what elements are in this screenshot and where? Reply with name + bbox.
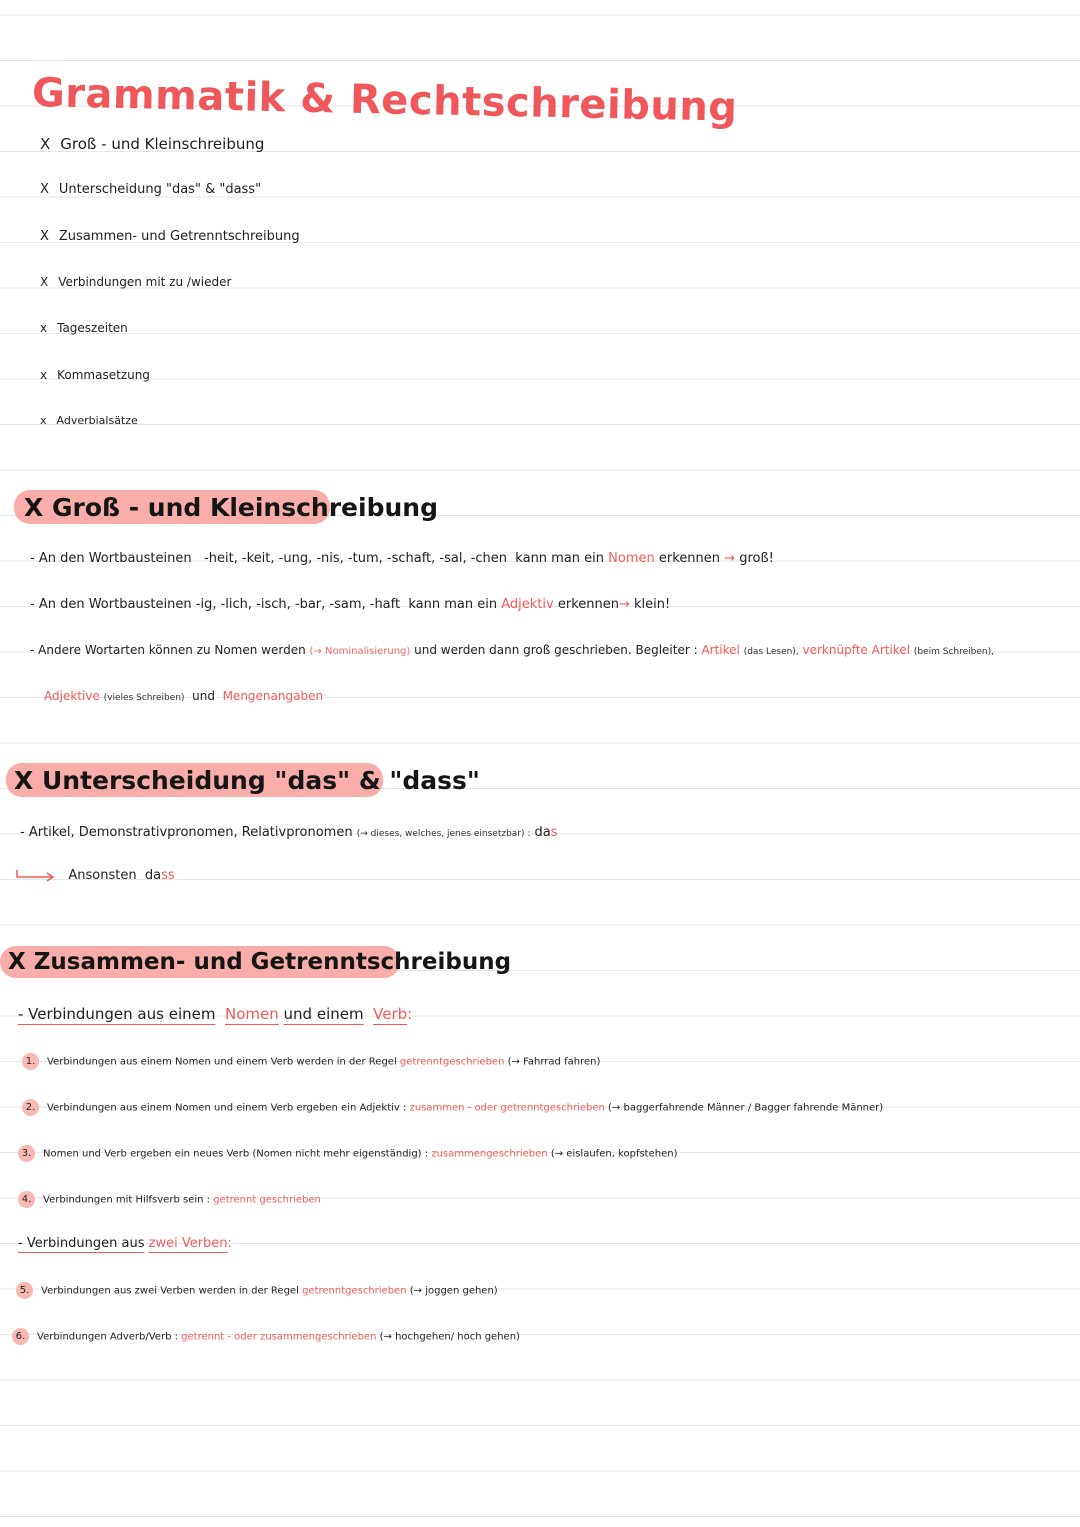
list-item: 4. Verbindungen mit Hilfsverb sein : getrennt geschrieben bbox=[18, 1191, 321, 1208]
rule-line-nominalization-cont: Adjektive (vieles Schreiben) und Mengenangaben bbox=[44, 689, 324, 703]
toc-item: x Adverbialsätze bbox=[40, 414, 138, 427]
subheading-two-verbs: - Verbindungen aus zwei Verben: bbox=[18, 1236, 232, 1251]
section-heading-das-dass: X Unterscheidung "das" & "dass" bbox=[14, 766, 480, 795]
toc-item: X Zusammen- und Getrenntschreibung bbox=[40, 229, 300, 244]
toc-item: X Groß - und Kleinschreibung bbox=[40, 135, 265, 153]
rule-line-nouns: - An den Wortbausteinen -heit, -keit, -ung, -nis, -tum, -schaft, -sal, -chen kann man ein Nomen erkennen → groß! bbox=[30, 551, 774, 566]
section-heading-compound: X Zusammen- und Getrenntschreibung bbox=[8, 949, 512, 975]
toc-item: x Tageszeiten bbox=[40, 321, 128, 335]
rule-line-nominalization: - Andere Wortarten können zu Nomen werden (→ Nominalisierung) und werden dann groß geschrieben. Begleiter : Artikel (das Lesen), verknüpfte Artikel (beim Schreiben), bbox=[30, 643, 994, 657]
list-item: 2. Verbindungen aus einem Nomen und einem Verb ergeben ein Adjektiv : zusammen - oder getrenntgeschrieben (→ baggerfahrende Männer / Bagger fahrende Männer) bbox=[22, 1099, 883, 1116]
toc-item: X Unterscheidung "das" & "dass" bbox=[40, 182, 262, 197]
toc-item: x Kommasetzung bbox=[40, 368, 150, 382]
page-title: Grammatik & Rechtschreibung bbox=[31, 70, 738, 131]
rule-line-adjectives: - An den Wortbausteinen -ig, -lich, -isch, -bar, -sam, -haft kann man ein Adjektiv erkennen→ klein! bbox=[30, 597, 671, 612]
list-item: 6. Verbindungen Adverb/Verb : getrennt - oder zusammengeschrieben (→ hochgehen/ hoch gehen) bbox=[12, 1328, 520, 1345]
subheading-noun-verb: - Verbindungen aus einem Nomen und einem Verb: bbox=[18, 1005, 413, 1023]
rule-line-dass: Ansonsten dass bbox=[16, 868, 175, 883]
rule-line-das: - Artikel, Demonstrativpronomen, Relativpronomen (→ dieses, welches, jenes einsetzbar) : das bbox=[20, 825, 558, 840]
section-heading-capitalization: X Groß - und Kleinschreibung bbox=[24, 493, 438, 522]
toc-item: X Verbindungen mit zu /wieder bbox=[40, 275, 232, 289]
list-item: 1. Verbindungen aus einem Nomen und einem Verb werden in der Regel getrenntgeschrieben (→ Fahrrad fahren) bbox=[22, 1053, 600, 1070]
return-arrow-icon bbox=[16, 869, 56, 883]
list-item: 5. Verbindungen aus zwei Verben werden in der Regel getrenntgeschrieben (→ joggen gehen) bbox=[16, 1282, 498, 1299]
list-item: 3. Nomen und Verb ergeben ein neues Verb (Nomen nicht mehr eigenständig) : zusammengeschrieben (→ eislaufen, kopfstehen) bbox=[18, 1145, 677, 1162]
